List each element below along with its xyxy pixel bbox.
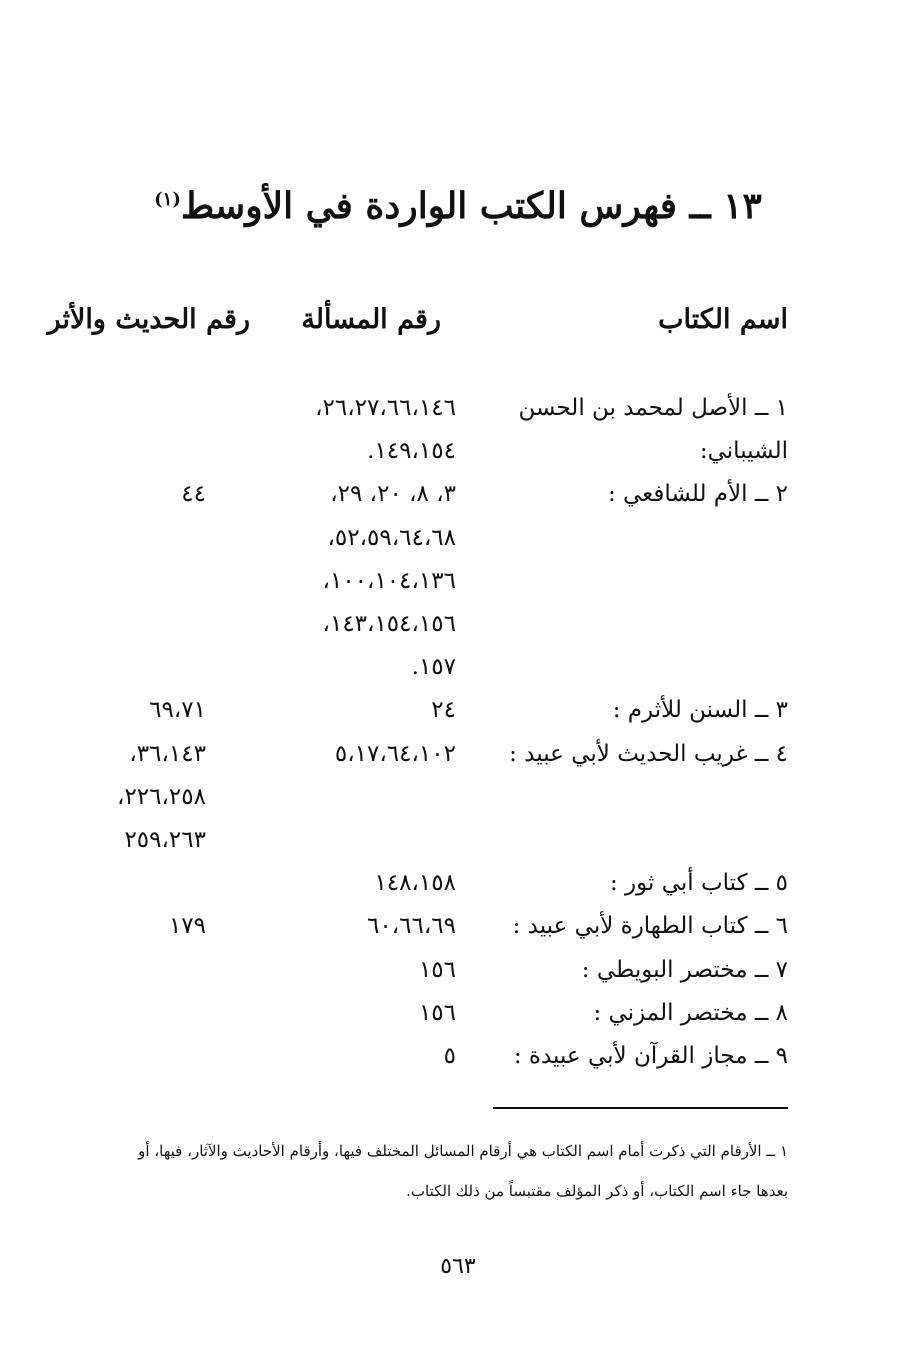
- hadith-number-cell: ٤٤: [181, 481, 206, 507]
- book-name-cell: ٧ ــ مختصر البويطي :: [581, 957, 788, 983]
- book-name-cell: ٣ ــ السنن للأثرم :: [612, 697, 788, 723]
- book-name-cell: ٩ ــ مجاز القرآن لأبي عبيدة :: [513, 1043, 788, 1069]
- book-name-cell: ٥ ــ كتاب أبي ثور :: [609, 870, 788, 896]
- table-row: [0, 733, 916, 776]
- book-name-cell: ٨ ــ مختصر المزني :: [593, 1000, 788, 1026]
- header-hadith-number: رقم الحديث والأثر: [47, 304, 250, 335]
- book-name-cell: ٤ ــ غريب الحديث لأبي عبيد :: [509, 741, 788, 767]
- table-row: [0, 646, 916, 689]
- table-row: [0, 992, 916, 1035]
- issue-number-cell: ٦٠،٦٦،٦٩: [367, 913, 456, 939]
- index-title: [0, 178, 916, 234]
- hadith-number-cell: ٦٩،٧١: [149, 697, 206, 723]
- header-book-name: اسم الكتاب: [658, 304, 788, 335]
- issue-number-cell: ١٠٠،١٠٤،١٣٦،: [322, 568, 456, 594]
- table-row: [0, 517, 916, 560]
- issue-number-cell: ٥: [443, 1043, 456, 1069]
- footnote-line-1: ١ ــ الأرقام التي ذكرت أمام اسم الكتاب هي أرقام المسائل المختلف فيها، وأرقام الأحاديث والآثار، فيها، أو: [138, 1142, 788, 1160]
- issue-number-cell: ٣، ٨، ٢٠، ٢٩،: [330, 481, 456, 507]
- table-row: [0, 949, 916, 992]
- table-row: [0, 819, 916, 862]
- issue-number-cell: ١٥٦: [418, 1000, 456, 1026]
- issue-number-cell: ١٤٩،١٥٤.: [367, 438, 456, 464]
- book-name-cell: ٦ ــ كتاب الطهارة لأبي عبيد :: [512, 913, 788, 939]
- hadith-number-cell: ٢٢٦،٢٥٨،: [117, 784, 206, 810]
- footnote-separator: [493, 1107, 788, 1109]
- issue-number-cell: ١٥٧.: [411, 654, 456, 680]
- table-row: [0, 905, 916, 948]
- index-title-text: ١٣ ــ فهرس الكتب الواردة في الأوسط: [180, 185, 762, 227]
- issue-number-cell: ٥٢،٥٩،٦٤،٦٨،: [327, 525, 456, 551]
- book-name-cell: الشيباني:: [699, 438, 788, 464]
- table-row: [0, 430, 916, 473]
- page-number: ٥٦٣: [440, 1254, 476, 1279]
- book-name-cell: ٢ ــ الأم للشافعي :: [608, 481, 788, 507]
- header-issue-number: رقم المسألة: [301, 304, 441, 335]
- table-row: [0, 473, 916, 516]
- issue-number-cell: ٢٦،٢٧،٦٦،١٤٦،: [315, 395, 456, 421]
- footnote-line-2: بعدها جاء اسم الكتاب، أو ذكر المؤلف مقتبساً من ذلك الكتاب.: [406, 1182, 788, 1200]
- issue-number-cell: ٥،١٧،٦٤،١٠٢: [334, 741, 456, 767]
- table-row: [0, 862, 916, 905]
- table-row: [0, 603, 916, 646]
- hadith-number-cell: ٣٦،١٤٣،: [129, 741, 206, 767]
- hadith-number-cell: ١٧٩: [168, 913, 206, 939]
- issue-number-cell: ١٤٣،١٥٤،١٥٦،: [322, 611, 456, 637]
- table-row: [0, 1035, 916, 1078]
- hadith-number-cell: ٢٥٩،٢٦٣: [124, 827, 206, 853]
- table-row: [0, 689, 916, 732]
- footnote-marker: (١): [154, 189, 181, 210]
- issue-number-cell: ٢٤: [431, 697, 456, 723]
- issue-number-cell: ١٥٦: [418, 957, 456, 983]
- table-row: [0, 560, 916, 603]
- issue-number-cell: ١٤٨،١٥٨: [374, 870, 456, 896]
- book-name-cell: ١ ــ الأصل لمحمد بن الحسن: [518, 395, 788, 421]
- table-row: [0, 776, 916, 819]
- table-row: [0, 387, 916, 430]
